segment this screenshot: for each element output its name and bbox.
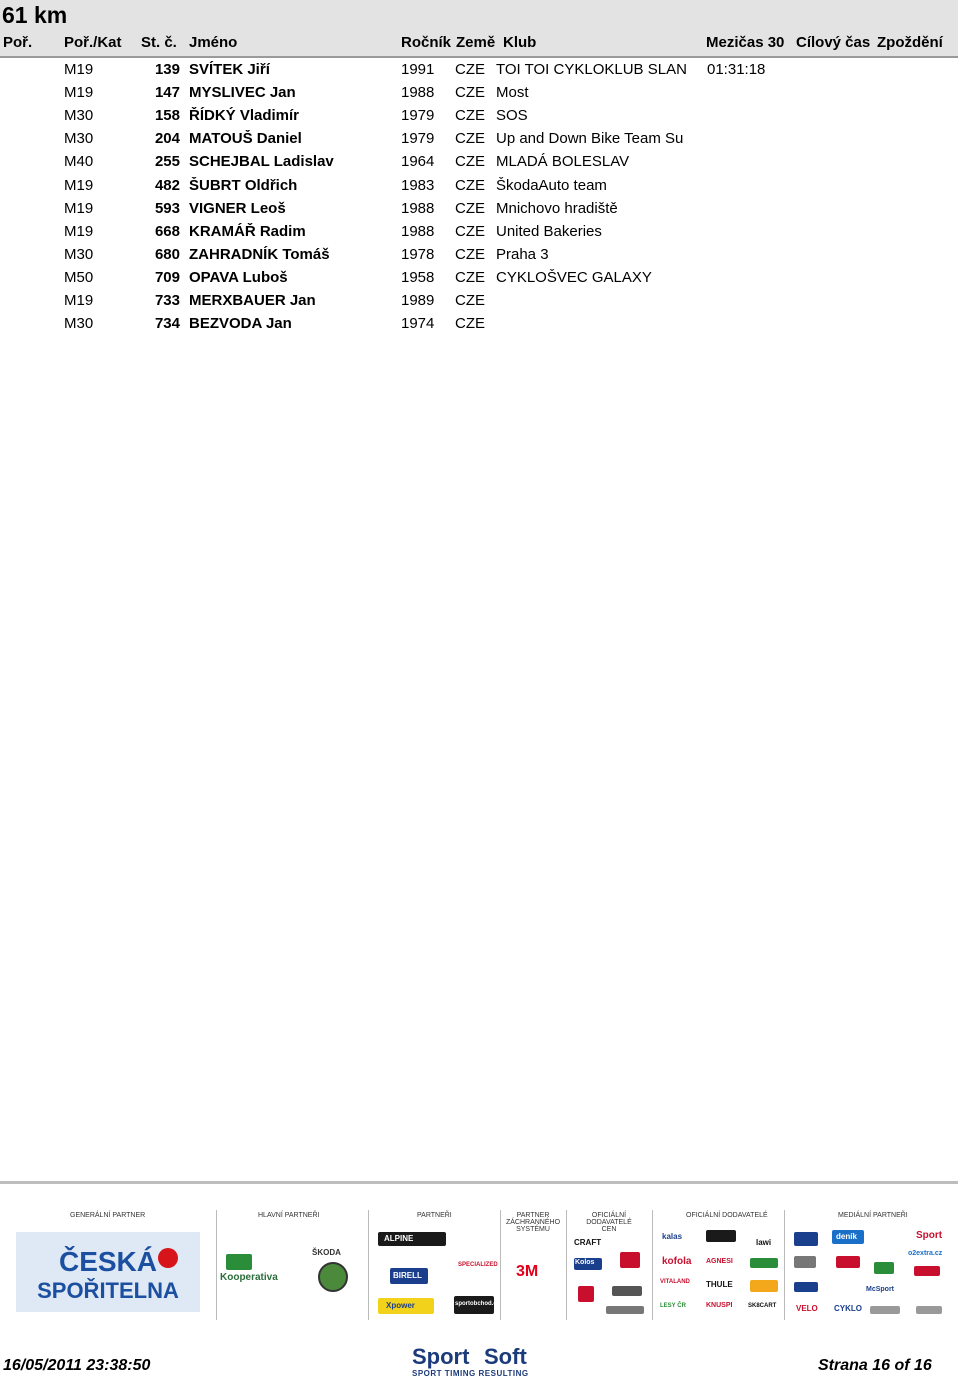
category-cell: M19 (64, 176, 94, 194)
denik-logo: deník (836, 1232, 857, 1241)
country-cell: CZE (455, 84, 485, 102)
3m-logo: 3M (516, 1263, 539, 1280)
sponsor-label-prizes: OFICIÁLNÍ DODAVATELÉ CEN (586, 1212, 632, 1233)
supplier-logo-icon (750, 1258, 778, 1268)
competitor-name-cell: BEZVODA Jan (189, 315, 292, 333)
competitor-name-cell: OPAVA Luboš (189, 268, 288, 286)
competitor-name-cell: ŘÍDKÝ Vladimír (189, 107, 300, 125)
ceska-sporitelna-logo (16, 1232, 200, 1312)
sponsor-separator (216, 1210, 217, 1320)
start-number-cell: 593 (154, 199, 180, 217)
table-row (0, 104, 958, 127)
country-cell: CZE (455, 199, 485, 217)
skoda-logo: ŠKODA (312, 1248, 341, 1257)
start-number-cell: 709 (154, 268, 180, 286)
sport-logo: Sport (916, 1230, 943, 1241)
supplier-logo-icon (706, 1230, 736, 1242)
birth-year-cell: 1988 (401, 199, 435, 217)
sponsor-label-suppliers: OFICIÁLNÍ DODAVATELÉ (686, 1212, 768, 1219)
category-cell: M19 (64, 292, 94, 309)
country-cell: CZE (455, 107, 485, 125)
title-bar (0, 0, 958, 31)
competitor-name-cell: KRAMÁŘ Radim (189, 222, 306, 240)
country-cell: CZE (455, 315, 485, 333)
sponsor-label-main: HLAVNÍ PARTNEŘI (258, 1212, 320, 1219)
birth-year-cell: 1983 (401, 176, 435, 194)
vitaland-logo: VITALAND (660, 1279, 690, 1285)
start-number-cell: 733 (154, 292, 180, 309)
start-number-cell: 147 (154, 84, 180, 102)
sponsor-separator (784, 1210, 785, 1320)
competitor-name-cell: MATOUŠ Daniel (189, 130, 302, 148)
category-cell: M19 (64, 61, 94, 78)
table-row (0, 127, 958, 150)
start-number-cell: 680 (154, 245, 180, 263)
kooperativa-icon (226, 1254, 252, 1270)
media-logo-icon (836, 1256, 860, 1268)
lesy-logo: LESY ČR (660, 1303, 686, 1309)
media-logo-icon (916, 1306, 942, 1314)
category-cell: M40 (64, 153, 94, 171)
print-timestamp: 16/05/2011 23:38:50 (3, 1357, 151, 1374)
supplier-logo-icon: kalas (662, 1232, 683, 1241)
category-cell: M50 (64, 268, 94, 286)
sportobchod-logo: sportobchod.cz (455, 1301, 500, 1307)
category-cell: M30 (64, 130, 94, 148)
start-number-cell: 482 (154, 176, 180, 194)
competitor-name-cell: ZAHRADNÍK Tomáš (189, 245, 330, 263)
country-cell: CZE (455, 130, 485, 148)
club-cell: CYKLOŠVEC GALAXY (496, 268, 652, 286)
category-cell: M30 (64, 245, 94, 263)
table-row (0, 58, 958, 81)
competitor-name-cell: SCHEJBAL Ladislav (189, 153, 334, 171)
country-cell: CZE (455, 292, 485, 309)
craft-logo: CRAFT (574, 1238, 602, 1247)
sponsor-separator (566, 1210, 567, 1320)
birth-year-cell: 1958 (401, 268, 435, 286)
sportsoft-logo-left: Sport (412, 1344, 470, 1369)
table-row (0, 174, 958, 197)
competitor-name-cell: MYSLIVEC Jan (189, 84, 296, 102)
category-cell: M19 (64, 222, 94, 240)
country-cell: CZE (455, 176, 485, 194)
sponsor-label-partners: PARTNEŘI (417, 1212, 452, 1219)
country-cell: CZE (455, 245, 485, 263)
agnesi-logo: AGNESI (706, 1258, 733, 1265)
cs-logo-line1: ČESKÁ (58, 1246, 157, 1277)
media-logo-icon (914, 1266, 940, 1276)
table-row (0, 150, 958, 173)
category-cell: M19 (64, 84, 94, 102)
club-cell: Praha 3 (496, 245, 549, 263)
category-cell: M30 (64, 315, 94, 333)
supplier-logo-icon (750, 1280, 778, 1292)
birth-year-cell: 1989 (401, 292, 435, 309)
country-cell: CZE (455, 153, 485, 171)
kolos-logo (574, 1258, 602, 1270)
header-por: Poř. (3, 34, 33, 51)
club-cell: Up and Down Bike Team Su (496, 130, 684, 148)
o2extra-logo: o2extra.cz (908, 1250, 943, 1257)
cs-logo-line2: SPOŘITELNA (37, 1278, 179, 1303)
start-number-cell: 158 (154, 107, 180, 125)
header-country: Země (456, 34, 496, 51)
cyklo-logo: CYKLO (834, 1304, 862, 1313)
start-number-cell: 139 (154, 61, 180, 78)
table-row (0, 266, 958, 289)
birth-year-cell: 1991 (401, 61, 435, 78)
knuspi-logo: KNUSPI (706, 1302, 733, 1309)
kolos-logo-text: Kolos (575, 1259, 595, 1266)
birth-year-cell: 1988 (401, 222, 435, 240)
country-cell: CZE (455, 61, 485, 78)
media-logo-icon (870, 1306, 900, 1314)
table-row (0, 220, 958, 243)
club-cell: TOI TOI CYKLOKLUB SLAN (496, 61, 687, 78)
sponsor-label-general: GENERÁLNÍ PARTNER (70, 1212, 146, 1219)
club-cell: SOS (496, 107, 528, 125)
header-club: Klub (503, 34, 537, 51)
club-cell: MLADÁ BOLESLAV (496, 153, 630, 171)
sportsoft-tagline: SPORT TIMING RESULTING (412, 1369, 529, 1378)
kofola-logo: kofola (662, 1256, 692, 1267)
competitor-name-cell: SVÍTEK Jiří (189, 61, 270, 78)
birth-year-cell: 1978 (401, 245, 435, 263)
table-row (0, 289, 958, 312)
kooperativa-logo: Kooperativa (220, 1272, 278, 1283)
prize-logo-icon (606, 1306, 644, 1314)
table-row (0, 312, 958, 335)
competitor-name-cell: VIGNER Leoš (189, 199, 286, 217)
start-number-cell: 204 (154, 130, 180, 148)
competitor-name-cell: ŠUBRT Oldřich (189, 176, 298, 194)
table-row (0, 81, 958, 104)
start-number-cell: 668 (154, 222, 180, 240)
table-row (0, 243, 958, 266)
country-cell: CZE (455, 222, 485, 240)
thule-logo: THULE (706, 1280, 733, 1289)
media-logo-icon (794, 1282, 818, 1292)
club-cell: Most (496, 84, 529, 102)
birth-year-cell: 1964 (401, 153, 435, 171)
page-title: 61 km (2, 2, 68, 28)
sk8cart-logo: SK8CART (748, 1303, 777, 1309)
mcsport-logo: McSport (866, 1286, 894, 1293)
birell-logo: BIRELL (393, 1271, 422, 1280)
skoda-icon (318, 1262, 348, 1292)
birth-year-cell: 1979 (401, 107, 435, 125)
sportsoft-logo-right: Soft (484, 1344, 527, 1369)
header-finish-time: Cílový čas (796, 34, 871, 51)
competitor-name-cell: MERXBAUER Jan (189, 292, 316, 309)
birth-year-cell: 1974 (401, 315, 435, 333)
lawi-logo: lawi (756, 1238, 772, 1247)
sponsor-separator (368, 1210, 369, 1320)
prize-logo-icon (612, 1286, 642, 1296)
birth-year-cell: 1979 (401, 130, 435, 148)
header-year: Ročník (401, 34, 452, 51)
header-name: Jméno (189, 34, 238, 51)
footer-divider (0, 1181, 958, 1184)
prize-logo-icon (578, 1286, 594, 1302)
alpine-logo: ALPINE (384, 1234, 414, 1243)
header-start-number: St. č. (141, 34, 177, 51)
sportsoft-logo (410, 1344, 550, 1380)
country-cell: CZE (455, 268, 485, 286)
page-number: Strana 16 of 16 (818, 1357, 932, 1374)
xpower-logo: Xpower (386, 1301, 415, 1310)
media-logo-icon (794, 1256, 816, 1268)
specialized-logo: SPECIALIZED (458, 1262, 498, 1268)
header-delay: Zpoždění (877, 34, 943, 51)
sponsor-separator (652, 1210, 653, 1320)
start-number-cell: 734 (154, 315, 180, 333)
header-por-kat: Poř./Kat (64, 34, 122, 51)
club-cell: United Bakeries (496, 222, 602, 240)
cs-red-mark-icon (158, 1248, 178, 1268)
category-cell: M30 (64, 107, 94, 125)
birth-year-cell: 1988 (401, 84, 435, 102)
sponsor-separator (500, 1210, 501, 1320)
prize-logo-icon (620, 1252, 640, 1268)
start-number-cell: 255 (154, 153, 180, 171)
category-cell: M19 (64, 199, 94, 217)
header-split: Mezičas 30 (706, 34, 785, 51)
media-logo-icon (794, 1232, 818, 1246)
media-logo-icon (874, 1262, 894, 1274)
velo-logo: VELO (796, 1304, 818, 1313)
club-cell: ŠkodaAuto team (496, 176, 607, 194)
sponsor-label-media: MEDIÁLNÍ PARTNEŘI (838, 1212, 908, 1219)
split-time-cell: 01:31:18 (707, 61, 766, 78)
table-row (0, 197, 958, 220)
sponsor-label-rescue: PARTNER ZÁCHRANNÉHO SYSTÉMU (505, 1212, 561, 1233)
club-cell: Mnichovo hradiště (496, 199, 618, 217)
